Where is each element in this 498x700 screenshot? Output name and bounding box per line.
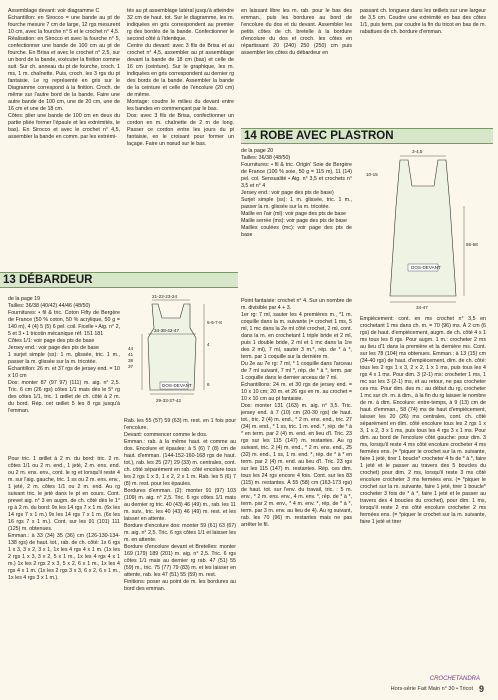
footer-text: Hors-série Fait Main n° 30 • Tricot <box>390 686 473 692</box>
robe-diagram-upper: 10-15 <box>366 172 378 177</box>
robe-diagram-label: DOS-DEVANT <box>411 265 441 270</box>
watermark-signature: CROCHETANDRA <box>429 676 480 682</box>
diagram-side-1: 44 <box>128 346 134 351</box>
robe-intro: de la page 20 Tailles: 36/38 (48/50) Fournitures: • fil & tric. Origin' Soie de Bergère de France (100 % soie, 50 g = 115 m), 11 (14) pel. col. Sensualité • Aig. n° 3,5 et crochets n° 3,5 et n° 4 Jersey end.: voir page des pts de base) Surjet simple (ss): 1 m. glissée, tric. 1 m., passer la m. glissée sur la m. tricotée. Maille en l'air (ml): voir page des pts de base Maille serrée (ms): voir page des pts de base Mailles coulées (mc): voir page des pts de base <box>241 148 352 238</box>
diagram-top-width: 21-22-23-24 <box>152 294 178 299</box>
robe-col-2: Empiècement: cont. en ms crochet n° 3,5 en crochetant 1 ms dans ch. m. = 70 (96) ms. À 2 cm (6 rgs) de haut. d'empiècement, augm. de ch. côté 4 x 1 ms tous les 8 rgs. Pour augm. 1 m.: crocheter 2 ms au lieu d'1 dans la première et la dernière ms. Cont. sur les 78 (104) ms obtenues. Emman.: à 13 (15) cm (34-40 rgs) de haut. d'empiècement, dim. de ch. côté: tous les 2 rgs 1 x 3, 2 x 2, 1 x 1 ms, puis tous les 4 rgs 4 x 1 ms. Pour dim. 3 (2-1) ms: crocheter 1 ms, 1 mc sur les 3 (2-1) ms, et au retour, ne pas crocheter ces ms. Pour dim. des m.: au début du rg, crocheter 1 mc sur ch. m. à dim., à la fin du rg laisser le nombre de m. à dim. Encolure: entre-temps, à 9 (13) cm de haut. d'emman., 58 (74) ms de haut d'empiècement, laisser les 20 (26) ms centrales, cont. ch. côté séparément en dim. côté encolure tous les 2 rgs 1 x 3, 1 x 2, 3 x 1 ms, puis tous les 4 rgs 3 x 1 ms. Pour dim. au bord de l'encolure côté gauche: pour dim. 3 ms, lorsqu'il reste 4 ms côté encolure crocheter 4 ms fermées ens. (= *piquer le crochet sur la m. suivante, faire 1 jeté, tirer 1 boucle* crocheter 4 fs de * à *, faire 1 jeté et le passer au travers des 5 boucles du crochet) pour dim. 2 ms, lorsqu'il reste 3 ms côté encolure crocheter 3 ms fermées ens. (= *piquer le crochet sur la m. suivante, faire 1 jeté, tirer 1 boucle* crocheter 3 fois de * à *, faire 1 jeté et le passer au travers des 4 boucles du crochet), pour dim. 1 ms, lorsqu'il reste 2 ms côté encolure crocheter 2 ms fermées ens. (= *piquer le crochet sur la m. suivante, faire 1 jeté et tirer <box>360 316 486 525</box>
diagram-neck-width: 34-38-42-47 <box>154 328 180 333</box>
section-header-debardeur: 13 DÉBARDEUR <box>0 272 238 288</box>
top-col-1: Assemblage devant: voir diagramme C Échantillon: en Sirocco = une bande au pt de fourche mesure 7 cm de large, 12 rgs mesurent 10 cm, avec la fourche n° 5 et le crochet n° 4,5. Réalisation: en Sirocco et avec la fourche n° 5, confectionner une bande de 100 cm au pt de fourche. En Brisa et avec le crochet n° 2,5, sur un bord de la bande, exécuter la finition comme suit. Sur ch. anneau du pt de fourche, croch. 1 ms, 1 m. chaînette. Puis, croch. les 3 rgs du pt fantaisie. Le rg représenté en gris sur le Diagramme correspond à la finition. Croch. de même sur l'autre bord de la bande. Faire une autre bande de 100 cm, une de 20 cm, une de 16 cm et une de 18 cm. Côtes: plier une bande de 100 cm en deux du partie pliée former l'épaule et les extrémités, le bas). En Sirocco et avec le crochet n° 4,5, assembler la bande en comm. par les extrémi- <box>8 8 120 140</box>
diagram-right-mid: 4 <box>207 342 210 347</box>
diagram-side-2: 41 <box>128 352 134 357</box>
robe-diagram-top: 3-4,5 <box>412 149 423 154</box>
top-col-4: passant ch. longueur dans les œillets sur une largeur de 3,5 cm. Coudre une extrémité en bas des côtes 1/1, puis term. par coudre la fin du tricot en bas de m. rabattues de ch. bordure d'emman. <box>360 8 486 35</box>
robe-diagram <box>360 146 492 312</box>
page-footer <box>391 684 484 694</box>
diagram-right-upper: 5-6-7-8 <box>207 320 222 325</box>
section-header-robe: 14 ROBE AVEC PLASTRON <box>241 128 493 144</box>
debardeur-diagram <box>124 294 236 418</box>
robe-diagram-bottom: 34-47 <box>416 305 428 310</box>
top-col-2: tés au pt assemblage latéral jusqu'à atteindre 32 cm de haut. tot. Sur le diagramme, les m. indiquées en gris correspondent au premier rg des bordés de la bande. Confectionner le second côté à l'identique. Centre du devant: avec 3 fils de Brisa et au crochet n° 4,5, assembler au pt assemblage devant la bande de 18 cm (bas) et celle de 16 cm (ceinture). Sur le graphique, les m. indiquées en gris correspondent au dernier rg des bords de la bande. Assembler la bande de la ceinture et celle de l'encolure (20 cm) de même. Montage: coudre le milieu du devant entre les bandes en commençant par le bas. Dos: avec 3 fils de Brisa, confectionner un cordon en m. chaînette de 2 m de long. Passer ce cordon entre les jours du pt fantaisie, en le croisant pour former un laçage. Faire un nœud sur le bas. <box>127 8 234 147</box>
robe-diagram-side: 55-58 <box>466 242 478 247</box>
diagram-side-3: 38 <box>128 358 134 363</box>
debardeur-col-3: Rab. les 55 (57) 59 (63) m. rest. en 1 fois pour l'encolure. Devant: commencer comme le dos. Emman.: rab. à la même haut. et comme au dos. Encolure et épaules: à 5 (6) 7 (8) cm de haut. d'emman. (144-152-160-168 rgs de haut. tot.), rab. les 25 (27) 29 (33) m. centrales, cont. ch. côté séparément en rab. côté encolure tous les 2 rgs 1 x 3, 1 x 2, 2 x 1 m. Rab. les 5 (6) 7 (8) m. rest. pour les épaules. Bordures d'emman. (2): monter 91 (97) 103 (109) m. aig. n° 2,5. Tric. 6 rgs côtes 1/1 mais au dernier rg tric. 40 (43) 46 (49) m., rab. les 11 m. suiv., tric. les 40 (43) 46 (49) m. rest. et les laisser en attente. Bordure d'encolure dos: monter 59 (61) 63 (67) m. aig. n° 2,5. Tric. 6 rgs côtes 1/1 et laisser les m. en attente. Bordure d'encolure devant et Bretelles: monter 169 (179) 189 (201) m. aig. n° 2,5. Tric. 6 rgs côtes 1/1 mais au dernier rg rab. 47 (51) 55 (59) m., tric. 75 (77) 79 (83) m. et les laisser en attente, rab. les 47 (51) 55 (59) m. rest. Finitions: poser au point de m. les bordures au bord des emman. <box>124 418 236 592</box>
page-number: 9 <box>478 684 484 694</box>
diagram-bottom-width: 29-33-37-42 <box>156 398 182 403</box>
robe-col-1: Point fantaisie: crochet n° 4. Sur un nombre de m. divisible par 4 + 3. 1er rg: 7 ml, sauter les 4 premières m., *1 m. coquille dans la m. suivante (= crochet 1 ms, 5 ml, 1 mc dans la 2e ml côté crochet, 2 ml, cont. dans la m. en crochetant 1 triple bride et 2 ml, puis 1 double bride, 2 ml et 1 mc dans la 1re des 2 ml), 7 ml, sauter 3 m.*, rép. de * à *, term. par 1 coquille sur la dernière m. Du 2e au 7e rg: 7 ml, * 1 coquille dans l'arceau de 7 ml suivant, 7 ml *, rép. de * à *, term. par 1 coquille dans le dernier arceau de 7 ml. Échantillons: 24 m. et 30 rgs de jersey end. = 10 x 10 cm; 20 m. et 26 rgs en m. au crochet = 10 x 10 cm au pt fantaisie. Dos: monter 131 (163) m. aig. n° 3,5. Tric. jersey end. à 7 (10) cm (20-30 rgs) de haut. tot., tric. 2 (4) m. end., * 2 m. ens. end., tric. 27 (34) m. end., * 1 ss, tric. 1 m. end. *, rép. de * à * en term. par 2 (4) m. end. en lieu d'l. Tric. 23 rgs sur les 115 (147) m. restantes. Au rg suivant, tric. 2 (4) m. end., * 2 m. ens. end., 25 (32) m. end., 1 ss, 1 m. end. *, rép. de * à * en term. par 2 (4) m. end. au lieu d'l. Tric. 23 rgs sur les 115 (147) m. restantes. Rép. ces dim. tous les 24 rgs encore 4 fois. Cont. sur les 83 (115) m. restantes. À 55 (58) cm (163-173 rgs) de haut. tot. sur l'env. du travail, tric. : 5 m. env., * 2 m. ens. env., 4 m. env. *, rép. de * à *, term. par 2 m. env., * 4 m. env. *, rép. de * à *, term. par 3 m. env. au lieu de 4). Au rg suivant, rab. les 70 (96) m. restantes mais ne pas arrêter le fil. <box>241 298 352 528</box>
diagram-piece-label: DOS-DEVANT <box>162 383 192 388</box>
diagram-right-lower: 6 <box>207 382 210 387</box>
diagram-side-4: 37 <box>128 364 134 369</box>
debardeur-col-2: Pour tric. 1 œillet à 2 m. du bord: tric. 2 m. côtes 1/1 ou 2 m. end., 1 jeté, 2 m. ens. end. ou 2 m. ens. env., cont. le rg et lorsqu'il reste 4 m. sur l'aig. gauche, tric. 1 ss ou 2 m. ens. env., 1 jeté, 2 m. côtes 1/1 ou 2 m. end. Au rg suivant tric. le jeté dans le pt en cours. Cont. prevet aig. n° 3 en augm. de ch. côté dès le 1° rg à 2 m. du bord: 9x les 14 rgs 7 x 1 m. (6x les 14 rgs 7 x 1 m.) 9x les 14 rgs 7 x 1 m. (6x les 16 rgs 7 x 1 m.). Cont. sur les 91 (101) 111 (125) m. obtenues. Emman.: à 33 (34) 35 (36) cm (126-130-134-138 rgs) de haut. tot., rab. de ch. côté: 1x 6 rgs 1 x 3, 3 x 2, 3 x 1, 1x les 4 rgs 4 x 1 m. (1x les 2 rgs 1 x 3, 3 x 2, 5 x 1 m., 1x les 4 rgs 4 x 1 m.) 1x les 2 rgs 2 x 3, 5 x 2, 6 x 1 m., 1x les 4 rgs 4 x 1 m. (1x les 2 rgs 3 x 3, 6 x 2, 6 x 1 m., 1x les 4 rgs 3 x 1 m.). <box>8 456 120 581</box>
top-col-3: en laissant libre les m. rab. pour le bas des emman., puis les bordures au bord de l'encolure du dos et du devant. Assembler les petits côtes de ch. bretelle à la bordure d'encolure du dos et croch. les côtes en répartissant 20 (240) 250 (250) cm puis assembler les côtes du débardeur en <box>241 8 352 56</box>
debardeur-intro: de la page 19 Tailles: 36/38 (40/42) 44/46 (48/50) Fournitures: • fil & tric. Coton Fifty de Bergère de France (50 % coton, 50 % acrylique, 50 g = 140 m), 4 (4) 5 (5) 6 pel. coil. Ficelle • Aig. n° 2, 5 et 3 • 1 tricotin mécanique réf. 151 181 Côtes 1/1: voir page des pts de base Jersey end.: voir page des pts de base 1 surjet simple (ss): 1 m. glissée, tric. 1 m., passer la m. glissée sur la m. tricotée. Échantillon: 26 m. et 37 rgs de jersey end. = 10 x 10 cm Dos: monter 87 (97 97) (111) m. aig. n° 2,5. Tric. 6 cm (26 rgs) côtes 1/1 mais dès le 5° rg des côtes 1/1, tric. 1 œillet de ch. côté à 2 m. du bord. Rép. cet œillet 5 les 8 rgs jusqu'à l'emman. <box>8 296 120 414</box>
